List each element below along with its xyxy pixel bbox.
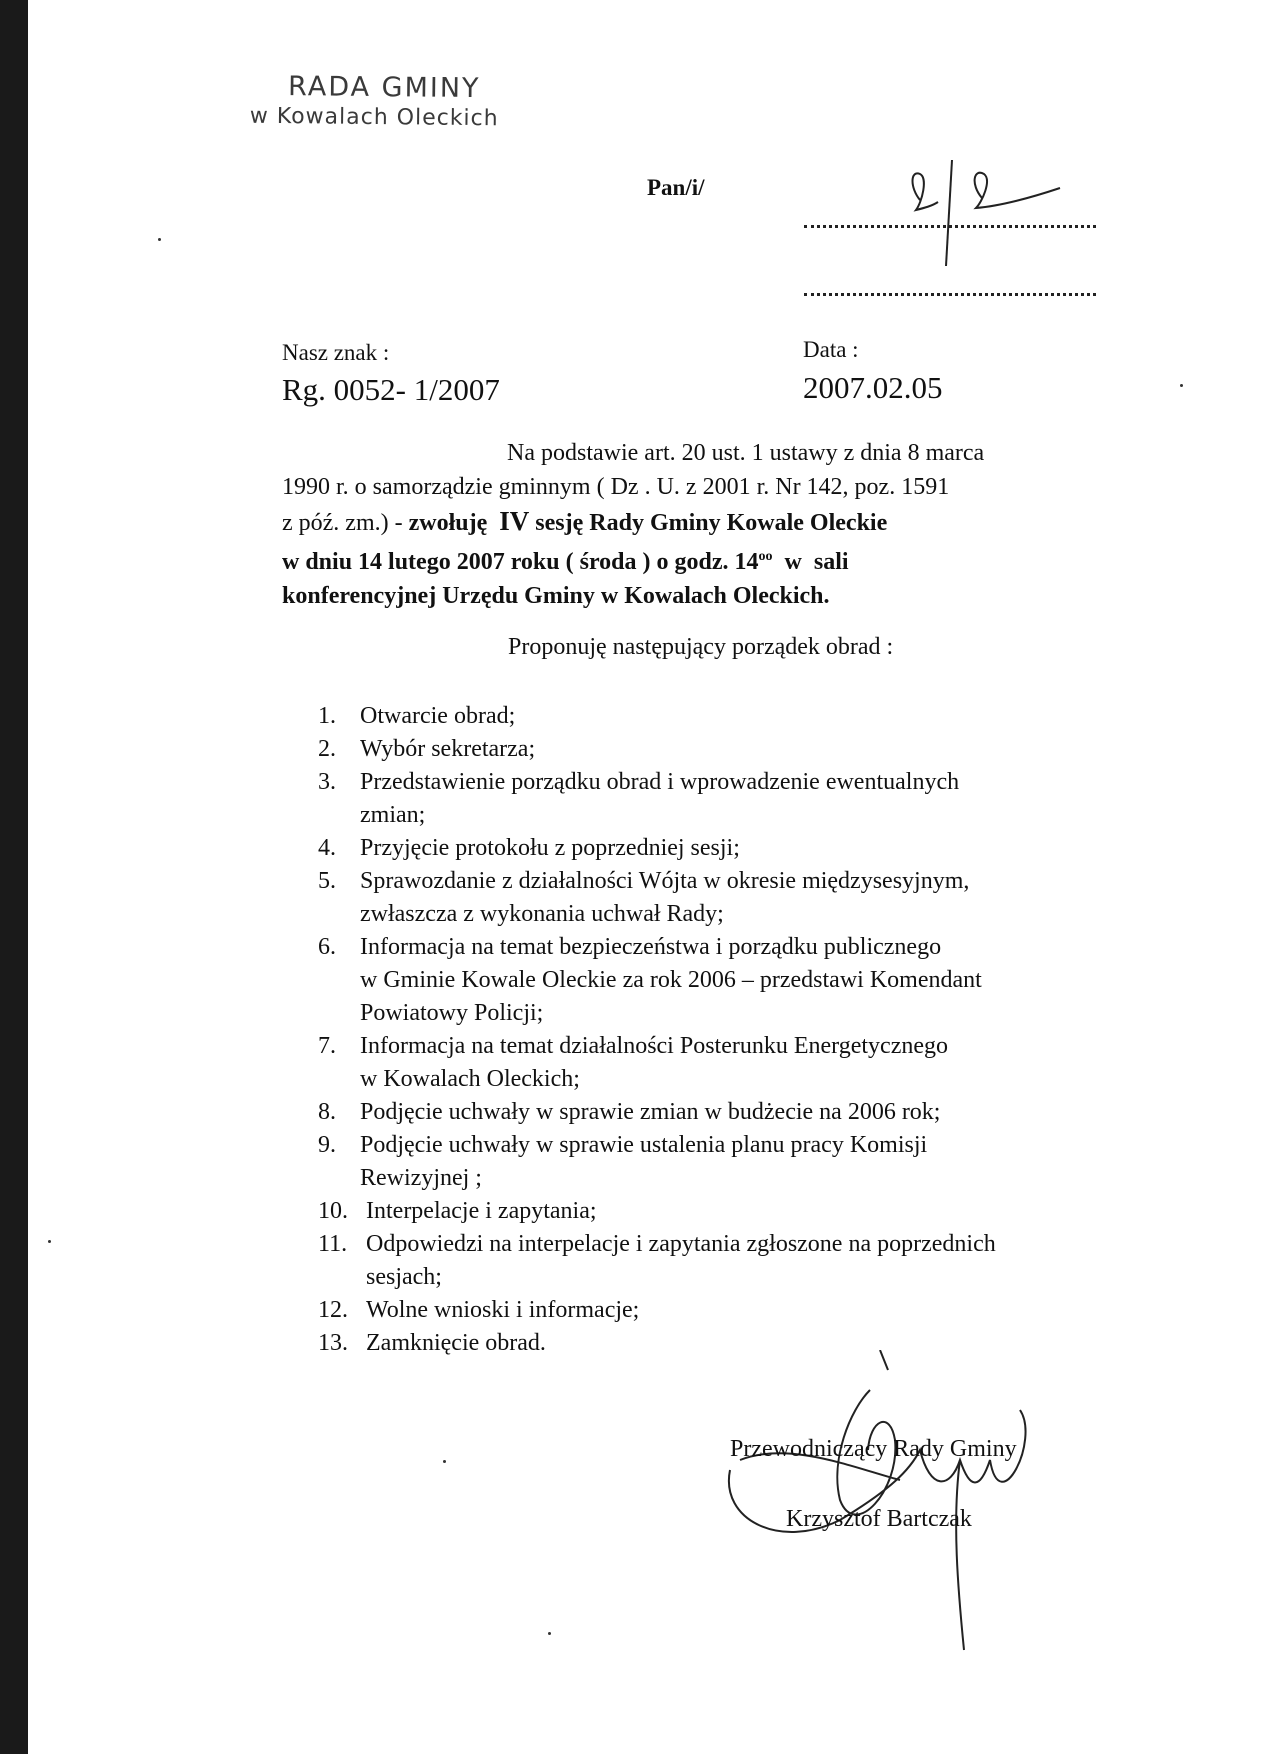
session-date-time: w dniu 14 lutego 2007 roku ( środa ) o godz. 14: [282, 549, 759, 575]
session-number: IV: [499, 506, 530, 536]
agenda-item-number: 8.: [318, 1099, 336, 1125]
agenda-item-number: 12.: [318, 1297, 348, 1323]
agenda-item-number: 4.: [318, 835, 336, 861]
agenda-item-text: Informacja na temat działalności Posterunku Energetycznego: [360, 1033, 948, 1059]
signatory-name: Krzysztof Bartczak: [786, 1506, 972, 1532]
agenda-item-text: Sprawozdanie z działalności Wójta w okresie międzysesyjnym,: [360, 868, 970, 894]
scan-speck: [48, 1240, 51, 1243]
agenda-item-number: 5.: [318, 868, 336, 894]
scan-speck: [1180, 384, 1183, 387]
agenda-item-text: Powiatowy Policji;: [360, 1000, 544, 1026]
addressee-label: Pan/i/: [647, 175, 705, 200]
agenda-item-text: Wybór sekretarza;: [360, 736, 536, 762]
agenda-item-number: 10.: [318, 1198, 348, 1224]
agenda-item-text: w Kowalach Oleckich;: [360, 1066, 580, 1092]
reference-number: Rg. 0052- 1/2007: [282, 372, 500, 407]
paragraph-line-5: konferencyjnej Urzędu Gminy w Kowalach Oleckich.: [282, 583, 830, 609]
agenda-item-text: Podjęcie uchwały w sprawie zmian w budżecie na 2006 rok;: [360, 1099, 941, 1125]
agenda-item: [318, 1030, 1138, 1096]
agenda-item-number: 3.: [318, 769, 336, 795]
agenda-item-number: 6.: [318, 934, 336, 960]
stamp-line-2: w Kowalach Oleckich: [249, 103, 499, 132]
paragraph-line-3-start: z póź. zm.) -: [282, 510, 409, 536]
addressee-line-2: [804, 293, 1096, 296]
council-stamp: [250, 71, 499, 132]
agenda-item-text: Rewizyjnej ;: [360, 1165, 482, 1191]
agenda-item: [318, 931, 1138, 1030]
session-name: sesję Rady Gminy Kowale Oleckie: [535, 510, 888, 536]
agenda-item-text: Informacja na temat bezpieczeństwa i porządku publicznego: [360, 934, 942, 960]
stamp-line-1: RADA GMINY: [287, 71, 481, 105]
scan-speck: [443, 1460, 446, 1463]
date-value: 2007.02.05: [803, 370, 943, 405]
date-label: Data :: [803, 337, 859, 362]
agenda-list: [318, 700, 1138, 1360]
agenda-item: [318, 1195, 1138, 1228]
convocation-paragraph: [282, 436, 1112, 613]
addressee-line-1: [804, 225, 1096, 228]
agenda-item-text: Interpelacje i zapytania;: [366, 1198, 597, 1224]
agenda-item: [318, 766, 1138, 832]
agenda-item-text: Przyjęcie protokołu z poprzedniej sesji;: [360, 835, 740, 861]
agenda-item: [318, 832, 1138, 865]
addressee-handwriting-icon: [870, 158, 1080, 266]
agenda-item: [318, 733, 1138, 766]
agenda-item-number: 2.: [318, 736, 336, 762]
paragraph-line-4: [282, 540, 1112, 579]
agenda-item-text: Przedstawienie porządku obrad i wprowadzenie ewentualnych: [360, 769, 960, 795]
scan-edge: [0, 0, 28, 1754]
paragraph-line-1: Na podstawie art. 20 ust. 1 ustawy z dnia 8 marca: [507, 440, 985, 466]
agenda-item: [318, 1294, 1138, 1327]
agenda-item-text: Wolne wnioski i informacje;: [366, 1297, 640, 1323]
scan-speck: [158, 238, 161, 241]
agenda-item-text: zwłaszcza z wykonania uchwał Rady;: [360, 901, 724, 927]
paragraph-line-3: [282, 504, 1112, 540]
agenda-item: [318, 700, 1138, 733]
scan-speck: [548, 1632, 551, 1635]
agenda-item-number: 9.: [318, 1132, 336, 1158]
agenda-item-number: 1.: [318, 703, 336, 729]
session-place-start: w sali: [772, 549, 849, 575]
agenda-item-number: 11.: [318, 1231, 348, 1257]
agenda-item-text: Otwarcie obrad;: [360, 703, 516, 729]
agenda-item-text: zmian;: [360, 802, 426, 828]
reference-label: Nasz znak :: [282, 340, 390, 365]
agenda-item: [318, 865, 1138, 931]
agenda-item-text: Zamknięcie obrad.: [366, 1330, 546, 1356]
signatory-title: Przewodniczący Rady Gminy: [730, 1436, 1017, 1462]
agenda-item-text: Podjęcie uchwały w sprawie ustalenia planu pracy Komisji: [360, 1132, 928, 1158]
agenda-item-text: Odpowiedzi na interpelacje i zapytania zgłoszone na poprzednich: [366, 1231, 996, 1257]
agenda-item: [318, 1096, 1138, 1129]
agenda-item: [318, 1228, 1138, 1294]
agenda-item-text: sesjach;: [366, 1264, 442, 1290]
agenda-item-text: w Gminie Kowale Oleckie za rok 2006 – przedstawi Komendant: [360, 967, 982, 993]
agenda-item-number: 7.: [318, 1033, 336, 1059]
paragraph-line-2: 1990 r. o samorządzie gminnym ( Dz . U. z 2001 r. Nr 142, poz. 1591: [282, 474, 950, 500]
agenda-intro: Proponuję następujący porządek obrad :: [508, 634, 894, 660]
convene-verb: zwołuję: [408, 510, 488, 536]
agenda-item: [318, 1129, 1138, 1195]
session-time-superscript: oo: [758, 549, 773, 564]
agenda-item-number: 13.: [318, 1330, 348, 1356]
